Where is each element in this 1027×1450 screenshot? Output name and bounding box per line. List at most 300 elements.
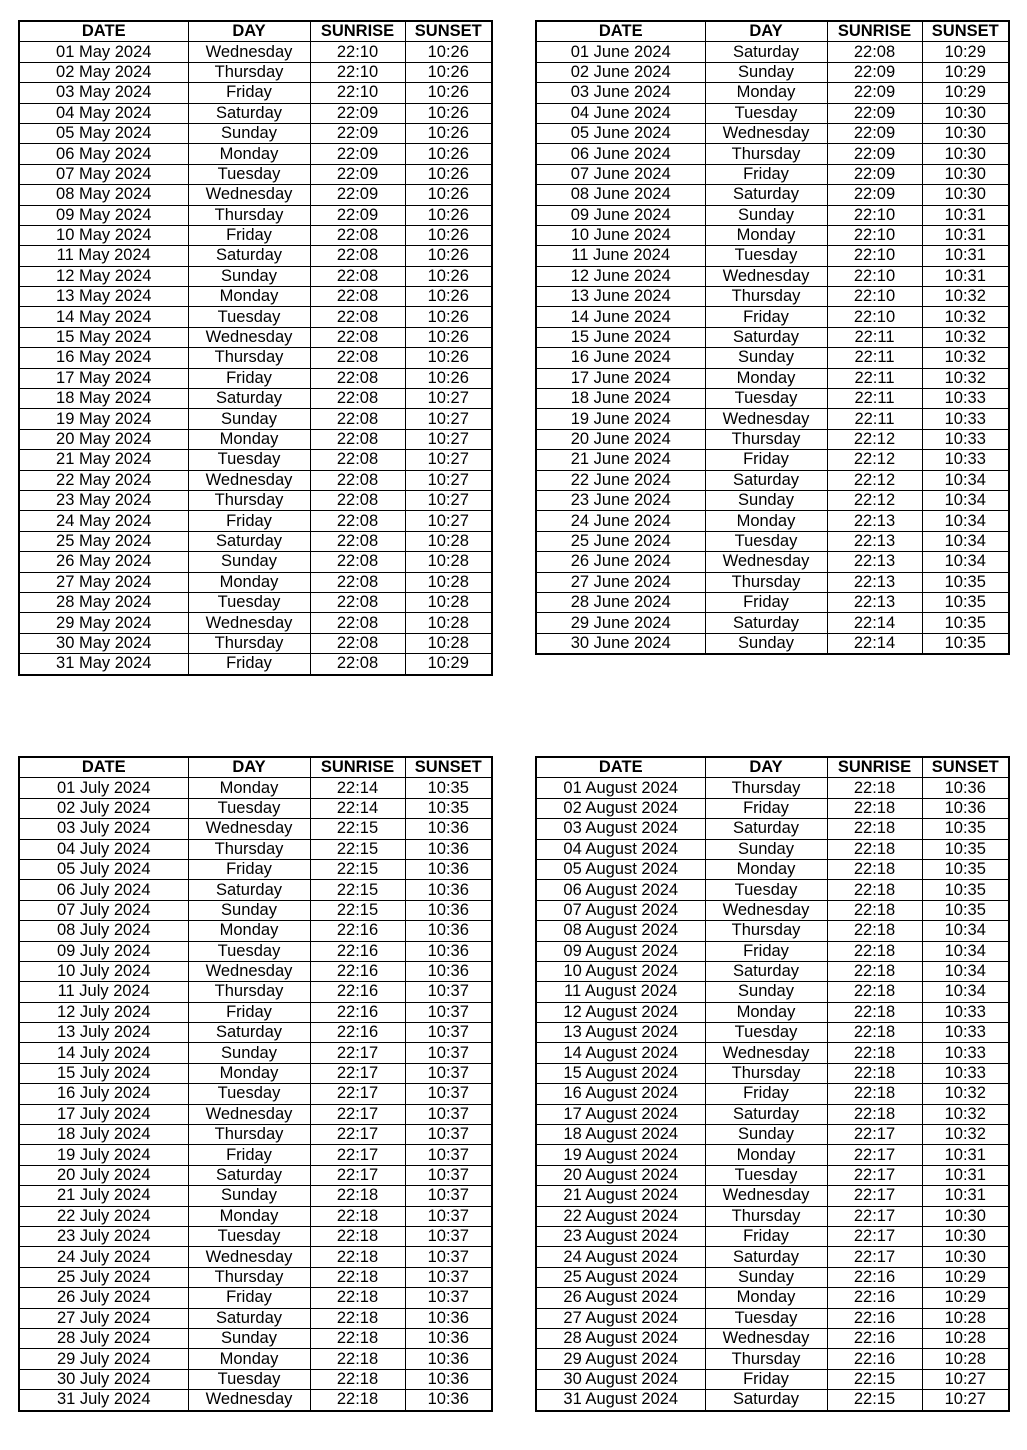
date-cell: 03 July 2024 — [19, 819, 188, 839]
date-cell: 26 July 2024 — [19, 1288, 188, 1308]
date-cell: 28 July 2024 — [19, 1328, 188, 1348]
sunset-cell: 10:33 — [922, 1063, 1009, 1083]
table-row — [536, 205, 1009, 225]
table-row — [19, 900, 492, 920]
sunset-cell: 10:26 — [405, 205, 492, 225]
table-row — [536, 62, 1009, 82]
sunrise-cell: 22:15 — [827, 1369, 922, 1389]
sunset-cell: 10:36 — [405, 921, 492, 941]
date-cell: 14 August 2024 — [536, 1043, 705, 1063]
date-cell: 29 July 2024 — [19, 1349, 188, 1369]
sunrise-cell: 22:17 — [310, 1043, 405, 1063]
sunset-cell: 10:34 — [922, 470, 1009, 490]
date-header: DATE — [536, 21, 705, 42]
day-cell: Saturday — [705, 470, 827, 490]
sunset-cell: 10:28 — [922, 1328, 1009, 1348]
day-cell: Saturday — [188, 1023, 310, 1043]
date-cell: 01 August 2024 — [536, 778, 705, 798]
date-cell: 02 May 2024 — [19, 62, 188, 82]
date-cell: 30 July 2024 — [19, 1369, 188, 1389]
day-cell: Monday — [188, 778, 310, 798]
date-cell: 24 June 2024 — [536, 511, 705, 531]
sunrise-cell: 22:18 — [827, 859, 922, 879]
date-cell: 29 May 2024 — [19, 613, 188, 633]
day-cell: Thursday — [705, 429, 827, 449]
day-header: DAY — [705, 757, 827, 778]
date-cell: 23 May 2024 — [19, 490, 188, 510]
table-row — [536, 1226, 1009, 1246]
sunrise-cell: 22:09 — [827, 164, 922, 184]
day-cell: Saturday — [705, 42, 827, 62]
date-cell: 31 May 2024 — [19, 654, 188, 675]
sunrise-cell: 22:08 — [310, 531, 405, 551]
sunrise-cell: 22:09 — [827, 144, 922, 164]
sunrise-cell: 22:08 — [310, 613, 405, 633]
table-row — [536, 103, 1009, 123]
day-cell: Thursday — [705, 572, 827, 592]
date-cell: 12 June 2024 — [536, 266, 705, 286]
date-cell: 28 May 2024 — [19, 592, 188, 612]
sunset-cell: 10:30 — [922, 103, 1009, 123]
date-cell: 06 June 2024 — [536, 144, 705, 164]
sunrise-cell: 22:16 — [827, 1308, 922, 1328]
sunset-cell: 10:29 — [922, 62, 1009, 82]
sunrise-cell: 22:08 — [310, 409, 405, 429]
sunrise-cell: 22:16 — [827, 1288, 922, 1308]
sunset-cell: 10:28 — [405, 592, 492, 612]
date-cell: 08 July 2024 — [19, 921, 188, 941]
sunset-cell: 10:35 — [922, 900, 1009, 920]
sunset-cell: 10:31 — [922, 266, 1009, 286]
table-row — [536, 900, 1009, 920]
day-cell: Wednesday — [705, 1043, 827, 1063]
sunrise-cell: 22:08 — [310, 368, 405, 388]
day-cell: Wednesday — [705, 1186, 827, 1206]
sunrise-cell: 22:17 — [827, 1247, 922, 1267]
day-cell: Wednesday — [188, 327, 310, 347]
table-row — [536, 592, 1009, 612]
date-cell: 01 June 2024 — [536, 42, 705, 62]
date-cell: 31 July 2024 — [19, 1390, 188, 1411]
table-row — [19, 409, 492, 429]
sunrise-cell: 22:08 — [310, 470, 405, 490]
sunrise-cell: 22:14 — [827, 613, 922, 633]
sunrise-cell: 22:15 — [310, 819, 405, 839]
sunrise-cell: 22:08 — [310, 348, 405, 368]
sunrise-cell: 22:12 — [827, 490, 922, 510]
table-row — [19, 1288, 492, 1308]
sunrise-cell: 22:17 — [310, 1063, 405, 1083]
table-row — [19, 429, 492, 449]
table-row — [536, 1023, 1009, 1043]
sunset-cell: 10:30 — [922, 164, 1009, 184]
sunset-cell: 10:27 — [922, 1390, 1009, 1411]
day-cell: Saturday — [705, 1390, 827, 1411]
table-row — [19, 531, 492, 551]
date-cell: 06 May 2024 — [19, 144, 188, 164]
date-cell: 27 July 2024 — [19, 1308, 188, 1328]
sunset-cell: 10:26 — [405, 144, 492, 164]
table-row — [536, 1063, 1009, 1083]
sunrise-cell: 22:16 — [310, 1002, 405, 1022]
sunset-cell: 10:26 — [405, 368, 492, 388]
table-row — [19, 1023, 492, 1043]
sunrise-cell: 22:17 — [827, 1186, 922, 1206]
table-row — [19, 1165, 492, 1185]
day-cell: Thursday — [188, 490, 310, 510]
table-row — [536, 450, 1009, 470]
date-cell: 25 May 2024 — [19, 531, 188, 551]
date-cell: 16 May 2024 — [19, 348, 188, 368]
sunset-cell: 10:31 — [922, 1165, 1009, 1185]
day-cell: Tuesday — [705, 531, 827, 551]
date-cell: 19 August 2024 — [536, 1145, 705, 1165]
date-cell: 18 May 2024 — [19, 389, 188, 409]
sunrise-cell: 22:18 — [310, 1267, 405, 1287]
day-cell: Tuesday — [705, 246, 827, 266]
table-row — [536, 1104, 1009, 1124]
table-row — [536, 1247, 1009, 1267]
day-cell: Tuesday — [188, 592, 310, 612]
sunrise-cell: 22:17 — [310, 1125, 405, 1145]
sunrise-cell: 22:17 — [310, 1145, 405, 1165]
table-row — [19, 83, 492, 103]
table-row — [536, 880, 1009, 900]
sunrise-cell: 22:18 — [827, 1043, 922, 1063]
table-row — [19, 1226, 492, 1246]
table-row — [19, 1308, 492, 1328]
sunset-cell: 10:37 — [405, 1145, 492, 1165]
day-cell: Sunday — [188, 409, 310, 429]
sunrise-cell: 22:12 — [827, 429, 922, 449]
day-cell: Wednesday — [705, 1328, 827, 1348]
day-cell: Tuesday — [705, 880, 827, 900]
date-cell: 24 August 2024 — [536, 1247, 705, 1267]
day-cell: Wednesday — [188, 613, 310, 633]
date-cell: 05 July 2024 — [19, 859, 188, 879]
table-row — [536, 287, 1009, 307]
day-cell: Thursday — [188, 348, 310, 368]
sunset-cell: 10:37 — [405, 1002, 492, 1022]
date-cell: 11 August 2024 — [536, 982, 705, 1002]
sunrise-cell: 22:09 — [310, 164, 405, 184]
sunrise-header: SUNRISE — [310, 21, 405, 42]
day-cell: Thursday — [705, 1063, 827, 1083]
sunset-cell: 10:27 — [405, 470, 492, 490]
date-cell: 22 July 2024 — [19, 1206, 188, 1226]
day-cell: Monday — [705, 1002, 827, 1022]
date-cell: 19 July 2024 — [19, 1145, 188, 1165]
day-cell: Thursday — [188, 1267, 310, 1287]
sunset-cell: 10:28 — [405, 572, 492, 592]
sunset-cell: 10:26 — [405, 327, 492, 347]
table-row — [536, 982, 1009, 1002]
day-cell: Wednesday — [188, 961, 310, 981]
sunset-cell: 10:28 — [922, 1308, 1009, 1328]
table-row — [19, 839, 492, 859]
sunset-cell: 10:27 — [922, 1369, 1009, 1389]
date-cell: 18 August 2024 — [536, 1125, 705, 1145]
day-cell: Friday — [705, 941, 827, 961]
day-cell: Thursday — [705, 287, 827, 307]
table-row — [536, 1349, 1009, 1369]
sunrise-cell: 22:14 — [310, 778, 405, 798]
table-row — [19, 490, 492, 510]
sunrise-cell: 22:18 — [827, 880, 922, 900]
sunrise-cell: 22:12 — [827, 470, 922, 490]
day-cell: Tuesday — [188, 450, 310, 470]
day-cell: Thursday — [705, 778, 827, 798]
sunrise-cell: 22:18 — [310, 1247, 405, 1267]
day-cell: Friday — [188, 225, 310, 245]
sunset-cell: 10:32 — [922, 327, 1009, 347]
date-cell: 15 August 2024 — [536, 1063, 705, 1083]
date-cell: 09 May 2024 — [19, 205, 188, 225]
table-body — [536, 42, 1009, 654]
sunset-cell: 10:31 — [922, 225, 1009, 245]
sunrise-cell: 22:18 — [310, 1226, 405, 1246]
table-row — [19, 185, 492, 205]
sunset-cell: 10:29 — [922, 1288, 1009, 1308]
day-cell: Friday — [705, 450, 827, 470]
sunset-header: SUNSET — [405, 21, 492, 42]
date-header: DATE — [536, 757, 705, 778]
date-cell: 12 May 2024 — [19, 266, 188, 286]
table-row — [19, 572, 492, 592]
sunset-header: SUNSET — [922, 757, 1009, 778]
table-row — [19, 511, 492, 531]
day-cell: Friday — [188, 368, 310, 388]
sunrise-cell: 22:10 — [310, 83, 405, 103]
table-row — [19, 205, 492, 225]
sunrise-cell: 22:10 — [310, 42, 405, 62]
day-cell: Friday — [188, 83, 310, 103]
table-row — [536, 1084, 1009, 1104]
sunset-cell: 10:33 — [922, 1043, 1009, 1063]
date-cell: 20 June 2024 — [536, 429, 705, 449]
date-cell: 10 July 2024 — [19, 961, 188, 981]
table-row — [536, 490, 1009, 510]
sunrise-cell: 22:09 — [310, 144, 405, 164]
table-row — [536, 921, 1009, 941]
day-cell: Saturday — [705, 1247, 827, 1267]
table-row — [536, 941, 1009, 961]
date-cell: 13 May 2024 — [19, 287, 188, 307]
date-cell: 04 July 2024 — [19, 839, 188, 859]
sunset-cell: 10:37 — [405, 982, 492, 1002]
table-row — [19, 470, 492, 490]
sunrise-sunset-table-july — [18, 756, 493, 1412]
sunrise-cell: 22:18 — [827, 839, 922, 859]
table-row — [19, 1186, 492, 1206]
sunrise-cell: 22:18 — [310, 1308, 405, 1328]
table-row — [536, 859, 1009, 879]
date-cell: 08 August 2024 — [536, 921, 705, 941]
sunset-cell: 10:33 — [922, 1023, 1009, 1043]
date-cell: 17 June 2024 — [536, 368, 705, 388]
day-cell: Sunday — [705, 982, 827, 1002]
day-cell: Saturday — [188, 1308, 310, 1328]
date-cell: 17 August 2024 — [536, 1104, 705, 1124]
date-cell: 08 May 2024 — [19, 185, 188, 205]
sunset-cell: 10:36 — [405, 859, 492, 879]
sunrise-cell: 22:17 — [827, 1226, 922, 1246]
day-cell: Monday — [705, 1288, 827, 1308]
table-row — [536, 572, 1009, 592]
sunset-cell: 10:27 — [405, 409, 492, 429]
table-row — [536, 123, 1009, 143]
table-row — [536, 368, 1009, 388]
day-cell: Wednesday — [705, 409, 827, 429]
sunrise-cell: 22:16 — [827, 1349, 922, 1369]
table-row — [536, 307, 1009, 327]
sunrise-cell: 22:17 — [310, 1084, 405, 1104]
sunrise-cell: 22:18 — [827, 1002, 922, 1022]
sunset-cell: 10:27 — [405, 450, 492, 470]
sunrise-cell: 22:09 — [310, 123, 405, 143]
sunrise-cell: 22:08 — [310, 429, 405, 449]
sunset-cell: 10:33 — [922, 450, 1009, 470]
sunrise-cell: 22:18 — [310, 1369, 405, 1389]
table-row — [19, 1104, 492, 1124]
day-cell: Thursday — [188, 1125, 310, 1145]
day-cell: Friday — [705, 307, 827, 327]
table-row — [19, 368, 492, 388]
sunrise-cell: 22:16 — [827, 1267, 922, 1287]
day-cell: Monday — [188, 1206, 310, 1226]
table-row — [536, 1165, 1009, 1185]
sunset-cell: 10:37 — [405, 1165, 492, 1185]
date-cell: 08 June 2024 — [536, 185, 705, 205]
sunset-cell: 10:36 — [405, 1328, 492, 1348]
sunrise-cell: 22:15 — [310, 900, 405, 920]
sunrise-cell: 22:15 — [310, 880, 405, 900]
day-cell: Saturday — [188, 389, 310, 409]
sunrise-cell: 22:13 — [827, 572, 922, 592]
day-cell: Wednesday — [188, 42, 310, 62]
sunrise-cell: 22:14 — [827, 633, 922, 654]
sunrise-cell: 22:09 — [827, 185, 922, 205]
date-cell: 02 June 2024 — [536, 62, 705, 82]
sunrise-cell: 22:08 — [310, 511, 405, 531]
day-cell: Sunday — [188, 1328, 310, 1348]
date-cell: 27 August 2024 — [536, 1308, 705, 1328]
table-row — [536, 961, 1009, 981]
day-cell: Wednesday — [188, 819, 310, 839]
table-body — [19, 42, 492, 675]
day-cell: Monday — [705, 225, 827, 245]
table-row — [19, 1063, 492, 1083]
sunset-cell: 10:35 — [922, 880, 1009, 900]
sunrise-cell: 22:08 — [310, 552, 405, 572]
day-cell: Friday — [188, 1145, 310, 1165]
day-cell: Saturday — [188, 246, 310, 266]
date-cell: 19 June 2024 — [536, 409, 705, 429]
table-row — [536, 613, 1009, 633]
table-row — [19, 1369, 492, 1389]
table-row — [19, 592, 492, 612]
table-row — [536, 225, 1009, 245]
sunset-cell: 10:32 — [922, 1084, 1009, 1104]
sunset-cell: 10:34 — [922, 531, 1009, 551]
header-row — [19, 21, 492, 42]
sunrise-cell: 22:13 — [827, 511, 922, 531]
date-cell: 03 May 2024 — [19, 83, 188, 103]
table-row — [536, 1145, 1009, 1165]
table-row — [19, 1145, 492, 1165]
table-row — [19, 1247, 492, 1267]
table-row — [536, 164, 1009, 184]
date-cell: 07 June 2024 — [536, 164, 705, 184]
sunrise-cell: 22:08 — [310, 266, 405, 286]
sunset-cell: 10:26 — [405, 62, 492, 82]
day-cell: Monday — [705, 859, 827, 879]
day-cell: Monday — [188, 287, 310, 307]
sunset-cell: 10:26 — [405, 185, 492, 205]
sunset-cell: 10:28 — [405, 633, 492, 653]
date-cell: 20 May 2024 — [19, 429, 188, 449]
date-cell: 14 May 2024 — [19, 307, 188, 327]
sunrise-cell: 22:18 — [827, 798, 922, 818]
table-row — [536, 1267, 1009, 1287]
sunset-cell: 10:37 — [405, 1023, 492, 1043]
sunset-cell: 10:29 — [405, 654, 492, 675]
table-row — [536, 1206, 1009, 1226]
day-cell: Tuesday — [188, 164, 310, 184]
sunset-cell: 10:35 — [922, 633, 1009, 654]
sunrise-cell: 22:09 — [827, 83, 922, 103]
sunset-cell: 10:37 — [405, 1206, 492, 1226]
sunset-cell: 10:30 — [922, 123, 1009, 143]
day-cell: Friday — [188, 859, 310, 879]
table-row — [536, 798, 1009, 818]
date-cell: 02 August 2024 — [536, 798, 705, 818]
sunset-cell: 10:30 — [922, 144, 1009, 164]
table-row — [19, 327, 492, 347]
day-cell: Tuesday — [705, 1308, 827, 1328]
table-row — [536, 1125, 1009, 1145]
table-row — [536, 1328, 1009, 1348]
sunrise-cell: 22:16 — [310, 1023, 405, 1043]
day-cell: Sunday — [188, 552, 310, 572]
sunset-cell: 10:36 — [405, 880, 492, 900]
day-cell: Friday — [705, 592, 827, 612]
date-cell: 01 May 2024 — [19, 42, 188, 62]
day-cell: Monday — [705, 368, 827, 388]
day-cell: Friday — [705, 1369, 827, 1389]
sunset-cell: 10:37 — [405, 1043, 492, 1063]
sunrise-cell: 22:18 — [310, 1186, 405, 1206]
sunset-cell: 10:36 — [405, 839, 492, 859]
sunrise-cell: 22:09 — [310, 205, 405, 225]
sunset-cell: 10:27 — [405, 490, 492, 510]
date-cell: 11 May 2024 — [19, 246, 188, 266]
date-cell: 11 June 2024 — [536, 246, 705, 266]
sunrise-cell: 22:08 — [310, 287, 405, 307]
sunset-cell: 10:32 — [922, 368, 1009, 388]
day-cell: Friday — [705, 164, 827, 184]
sunset-cell: 10:26 — [405, 83, 492, 103]
sunrise-cell: 22:08 — [310, 450, 405, 470]
date-cell: 18 June 2024 — [536, 389, 705, 409]
table-row — [19, 778, 492, 798]
sunrise-cell: 22:11 — [827, 348, 922, 368]
table-row — [19, 450, 492, 470]
date-cell: 21 July 2024 — [19, 1186, 188, 1206]
sunrise-cell: 22:17 — [827, 1125, 922, 1145]
table-body — [19, 778, 492, 1411]
day-cell: Sunday — [705, 205, 827, 225]
